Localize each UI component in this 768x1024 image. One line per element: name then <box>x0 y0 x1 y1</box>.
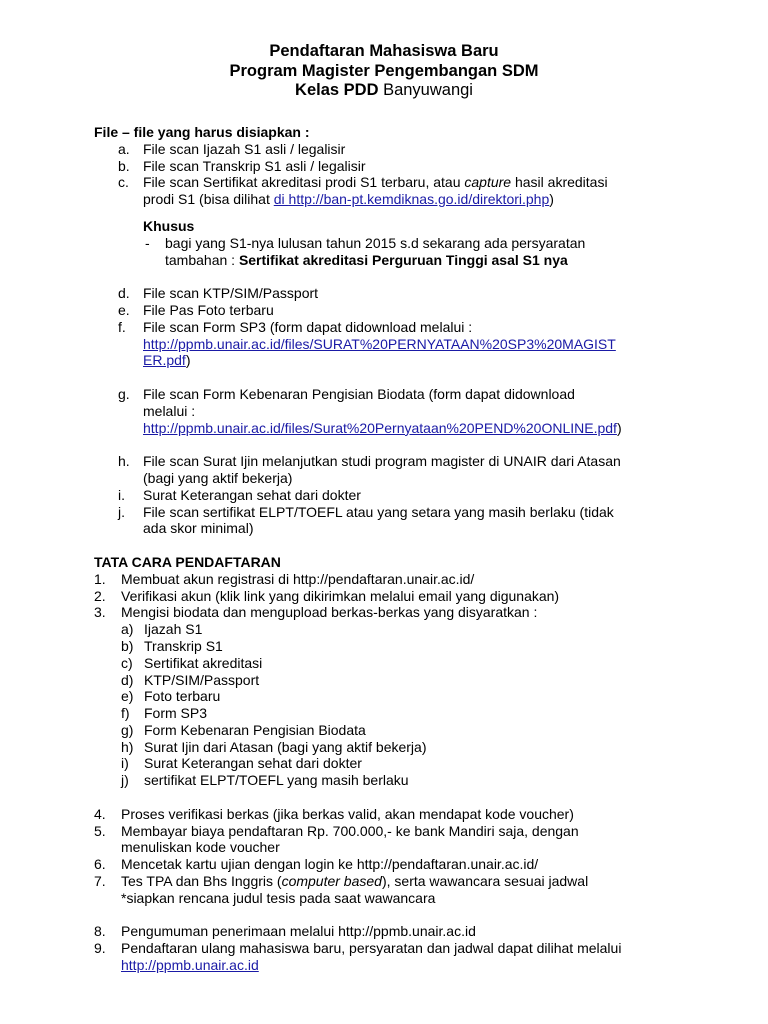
requirement-label: d) <box>121 671 134 688</box>
step-6 <box>94 856 714 873</box>
file-item-text-part: hasil akreditasi <box>511 174 608 191</box>
step-number: 2. <box>94 587 106 604</box>
file-item-f <box>94 319 714 336</box>
biodata-form-link[interactable]: http://ppmb.unair.ac.id/files/Surat%20Pernyataan%20PEND%20ONLINE.pdf <box>143 419 617 436</box>
file-item-g <box>94 386 714 403</box>
requirement-label: a) <box>121 621 134 638</box>
khusus-text-part: tambahan : <box>165 251 239 268</box>
header-title-line2: Program Magister Pengembangan SDM <box>229 61 539 80</box>
requirement-label: b) <box>121 637 134 654</box>
step-5 <box>94 823 714 840</box>
file-item-c <box>94 174 714 191</box>
requirement-label: g) <box>121 721 134 738</box>
step-text: Mengisi biodata dan mengupload berkas-berkas yang disyaratkan : <box>121 604 538 621</box>
file-item-italic: capture <box>464 174 512 191</box>
khusus-text-line2 <box>165 252 714 269</box>
file-item-text: melalui : <box>143 402 196 419</box>
requirement-item <box>94 638 714 655</box>
file-item-label: i. <box>118 486 125 503</box>
khusus-heading: Khusus <box>143 217 195 234</box>
requirement-text: KTP/SIM/Passport <box>144 671 260 688</box>
header-class-location: Banyuwangi <box>378 81 473 99</box>
step-4 <box>94 806 714 823</box>
file-item-e <box>94 302 714 319</box>
file-item-j <box>94 504 714 521</box>
file-item-label: b. <box>118 157 130 174</box>
requirement-text: Ijazah S1 <box>144 621 203 638</box>
file-item-text: (bagi yang aktif bekerja) <box>143 469 293 486</box>
requirement-text: Surat Keterangan sehat dari dokter <box>144 755 362 772</box>
file-item-label: c. <box>118 174 129 191</box>
tata-cara-heading: TATA CARA PENDAFTARAN <box>94 553 281 570</box>
step-text: Mencetak kartu ujian dengan login ke http://pendaftaran.unair.ac.id/ <box>121 856 539 873</box>
file-item-text-part: ) <box>549 191 554 208</box>
file-item-label: e. <box>118 301 130 318</box>
requirement-item <box>94 739 714 756</box>
file-item-c-line2 <box>94 191 714 208</box>
khusus-item-line2 <box>94 252 714 269</box>
file-item-label: d. <box>118 285 130 302</box>
requirement-text: Transkrip S1 <box>144 637 223 654</box>
file-item-label: g. <box>118 385 130 402</box>
sp3-form-link[interactable]: http://ppmb.unair.ac.id/files/SURAT%20PERNYATAAN%20SP3%20MAGIST <box>143 335 616 352</box>
header-title-line3 <box>0 81 768 101</box>
requirement-text: Form SP3 <box>144 705 208 722</box>
file-item-text-part: prodi S1 (bisa dilihat <box>143 191 274 208</box>
step-text-part: Tes TPA dan Bhs Inggris ( <box>121 873 282 890</box>
header-title-line1: Pendaftaran Mahasiswa Baru <box>269 42 499 60</box>
requirement-label: i) <box>121 755 129 772</box>
step-text: menuliskan kode voucher <box>121 839 280 856</box>
khusus-item <box>94 235 714 252</box>
file-item-text: File scan Form Kebenaran Pengisian Biodata (form dapat didownload <box>143 385 575 402</box>
step-8 <box>94 923 714 940</box>
step-text: Membayar biaya pendaftaran Rp. 700.000,- ke bank Mandiri saja, dengan <box>121 822 579 839</box>
file-item-text: File scan Ijazah S1 asli / legalisir <box>143 140 346 157</box>
file-item-j-line2 <box>94 520 714 537</box>
file-item-text: File Pas Foto terbaru <box>143 301 274 318</box>
step-number: 6. <box>94 856 106 873</box>
file-item-h-line2 <box>94 470 714 487</box>
khusus-dash: - <box>145 234 150 251</box>
step-7-line2 <box>94 890 714 907</box>
link-prefix: di <box>273 191 289 208</box>
step-5-line2 <box>94 839 714 856</box>
step-number: 5. <box>94 822 106 839</box>
requirement-item <box>94 655 714 672</box>
requirement-text: sertifikat ELPT/TOEFL yang masih berlaku <box>144 772 409 789</box>
file-item-label: f. <box>118 318 126 335</box>
step-7 <box>94 873 714 890</box>
file-item-text <box>143 191 714 208</box>
file-item-text <box>143 420 714 437</box>
step-text: Pendaftaran ulang mahasiswa baru, persyaratan dan jadwal dapat dilihat melalui <box>121 940 622 957</box>
requirement-text: Surat Ijin dari Atasan (bagi yang aktif bekerja) <box>144 738 427 755</box>
files-heading: File – file yang harus disiapkan : <box>94 124 310 140</box>
requirement-item <box>94 722 714 739</box>
step-text <box>121 873 714 890</box>
requirement-label: c) <box>121 654 133 671</box>
requirement-label: f) <box>121 705 130 722</box>
requirement-label: h) <box>121 738 134 755</box>
step-note: *siapkan rencana judul tesis pada saat wawancara <box>121 889 436 906</box>
requirement-item <box>94 672 714 689</box>
sp3-form-link-cont[interactable]: ER.pdf <box>143 352 186 369</box>
khusus-text-line1: bagi yang S1-nya lulusan tahun 2015 s.d sekarang ada persyaratan <box>165 234 586 251</box>
step-2 <box>94 588 714 605</box>
requirement-label: j) <box>121 772 129 789</box>
step-3 <box>94 604 714 621</box>
file-item-label: h. <box>118 453 130 470</box>
header-class-label: Kelas PDD <box>295 81 379 99</box>
requirement-text: Foto terbaru <box>144 688 221 705</box>
file-item-g-line2 <box>94 403 714 420</box>
file-item-b <box>94 158 714 175</box>
requirement-text: Form Kebenaran Pengisian Biodata <box>144 721 366 738</box>
file-item-label: j. <box>118 503 125 520</box>
file-item-f-link1 <box>94 336 714 353</box>
step-1 <box>94 571 714 588</box>
file-item-label: a. <box>118 140 130 157</box>
file-item-text-part: ) <box>616 419 622 436</box>
ppmb-link[interactable]: http://ppmb.unair.ac.id <box>121 957 259 974</box>
file-item-text: File scan Transkrip S1 asli / legalisir <box>143 157 366 174</box>
file-item-i <box>94 487 714 504</box>
step-number: 7. <box>94 873 106 890</box>
file-item-text-part: ) <box>185 352 191 369</box>
file-item-text <box>143 174 714 191</box>
file-item-text <box>143 352 714 369</box>
requirement-text: Sertifikat akreditasi <box>144 654 263 671</box>
step-number: 4. <box>94 805 106 822</box>
file-item-text: Surat Keterangan sehat dari dokter <box>143 486 361 503</box>
link-url: http://ban-pt.kemdiknas.go.id/direktori.php <box>288 191 550 208</box>
file-item-text: File scan Surat Ijin melanjutkan studi program magister di UNAIR dari Atasan <box>143 453 621 470</box>
file-item-text: File scan Form SP3 (form dapat didownload melalui : <box>143 318 473 335</box>
document-header <box>0 42 768 101</box>
step-number: 9. <box>94 940 106 957</box>
step-9-link <box>94 957 714 974</box>
file-item-text: ada skor minimal) <box>143 520 254 537</box>
requirement-item <box>94 621 714 638</box>
ban-pt-link[interactable] <box>274 191 550 207</box>
file-item-d <box>94 285 714 302</box>
step-9 <box>94 940 714 957</box>
step-italic: computer based <box>281 873 382 890</box>
file-item-text: File scan KTP/SIM/Passport <box>143 285 319 302</box>
step-number: 3. <box>94 604 106 621</box>
file-item-g-link <box>94 420 714 437</box>
requirement-label: e) <box>121 688 134 705</box>
requirement-item <box>94 772 714 789</box>
file-item-text-part: File scan Sertifikat akreditasi prodi S1 terbaru, atau <box>143 174 465 191</box>
step-text: Membuat akun registrasi di http://pendaftaran.unair.ac.id/ <box>121 570 475 587</box>
step-text-part: ), serta wawancara sesuai jadwal <box>381 873 589 890</box>
step-text: Proses verifikasi berkas (jika berkas valid, akan mendapat kode voucher) <box>121 805 574 822</box>
file-item-f-link2 <box>94 352 714 369</box>
file-item-a <box>94 141 714 158</box>
step-number: 8. <box>94 923 106 940</box>
requirement-item <box>94 755 714 772</box>
khusus-requirement: Sertifikat akreditasi Perguruan Tinggi asal S1 nya <box>238 251 568 268</box>
requirement-item <box>94 705 714 722</box>
document-body <box>94 124 714 974</box>
step-text: Pengumuman penerimaan melalui http://ppmb.unair.ac.id <box>121 923 476 940</box>
file-item-text: File scan sertifikat ELPT/TOEFL atau yang setara yang masih berlaku (tidak <box>143 503 614 520</box>
file-item-h <box>94 453 714 470</box>
step-text: Verifikasi akun (klik link yang dikirimkan melalui email yang digunakan) <box>121 587 560 604</box>
step-number: 1. <box>94 570 106 587</box>
requirement-item <box>94 688 714 705</box>
